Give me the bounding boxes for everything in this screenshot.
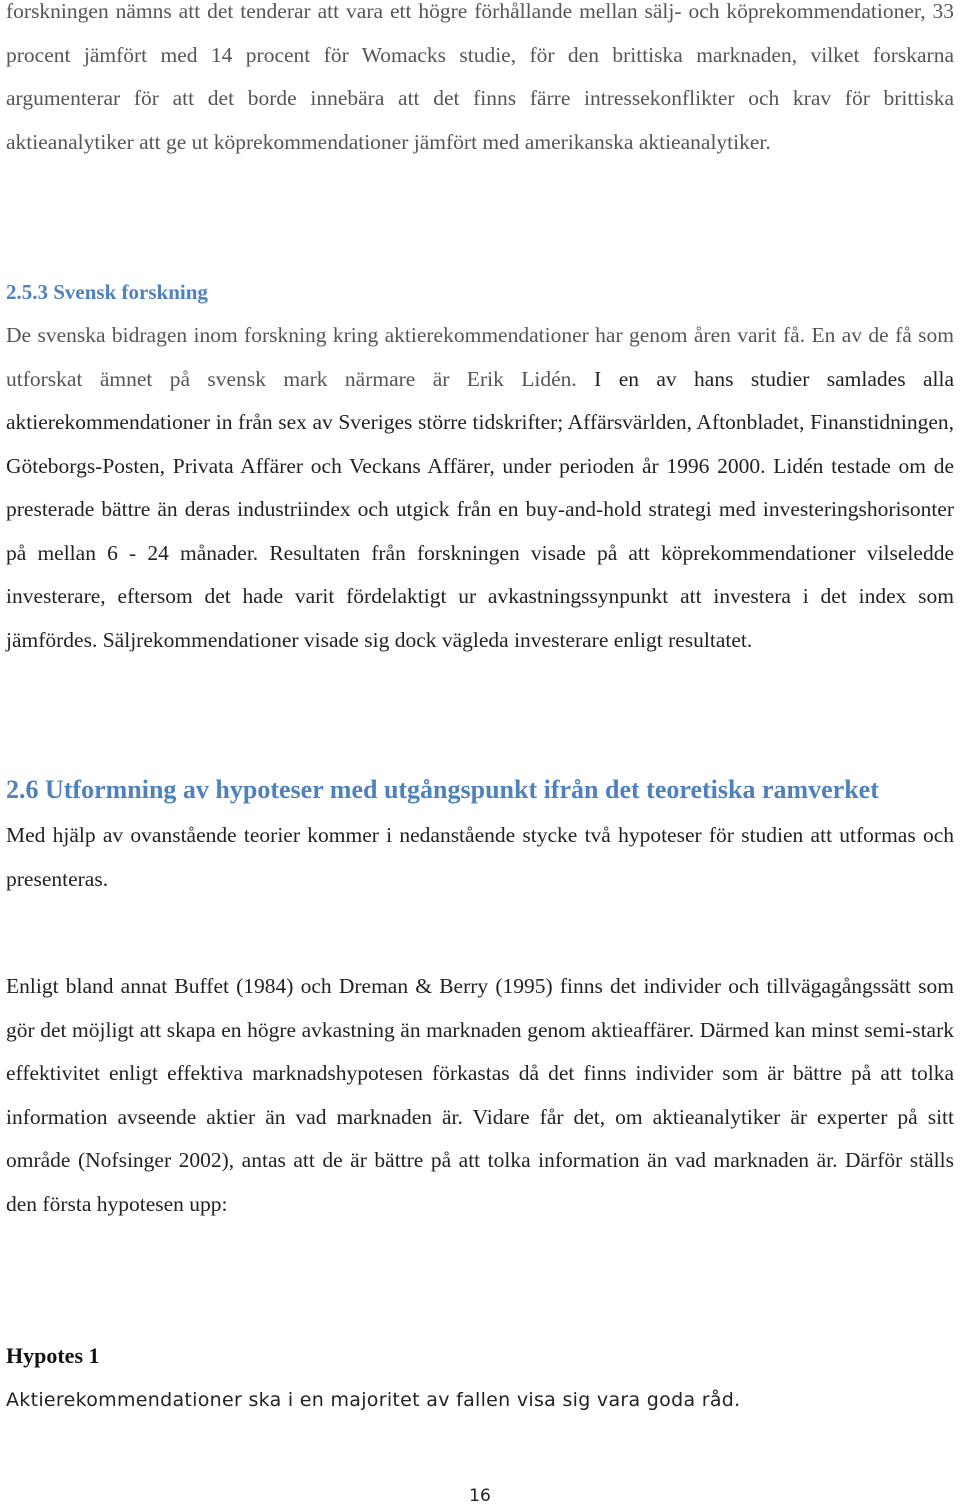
page-number: 16 — [469, 1486, 491, 1506]
paragraph-hypotheses-body: Enligt bland annat Buffet (1984) och Dreman & Berry (1995) finns det individer och tillvägagångssätt som gör det möjligt att skapa en högre avkastning än marknaden genom aktieaffärer. Därmed kan minst semi-stark effektivitet enligt effektiva marknadshypotesen förkastas då det finns individer som är bättre på att tolka information avseende aktier än vad marknaden är. Vidare får det, om aktieanalytiker är experter på sitt område (Nofsinger 2002), antas att de är bättre på att tolka information än vad marknaden är. Därför ställs den första hypotesen upp: — [6, 974, 954, 1216]
section-heading-2-6: 2.6 Utformning av hypoteser med utgångspunkt ifrån det teoretiska ramverket — [6, 775, 879, 804]
section-heading-2-5-3: 2.5.3 Svensk forskning — [6, 280, 208, 304]
hypothesis-1-title: Hypotes 1 — [6, 1343, 100, 1368]
paragraph-intro: forskningen nämns att det tenderar att vara ett högre förhållande mellan sälj- och köprekommendationer, 33 procent jämfört med 14 procent för Womacks studie, för den brittiska marknaden, vilket forskarna argumenterar för att det borde innebära att det finns färre intressekonflikter och krav för brittiska aktieanalytiker att ge ut köprekommendationer jämfört med amerikanska aktieanalytiker. — [6, 0, 954, 154]
hypothesis-1-text: Aktierekommendationer ska i en majoritet av fallen visa sig vara goda råd. — [6, 1389, 741, 1411]
paragraph-swedish-research-lead: De svenska bidragen inom forskning kring aktierekommendationer har genom åren varit få. En av de få som utforskat ämnet på svensk mark närmare är Erik Lidén. — [6, 323, 954, 391]
paragraph-hypotheses-intro: Med hjälp av ovanstående teorier kommer i nedanstående stycke två hypoteser för studien att utformas och presenteras. — [6, 823, 954, 891]
paragraph-swedish-research — [6, 314, 954, 662]
paragraph-swedish-research-body: I en av hans studier samlades alla aktierekommendationer in från sex av Sveriges större tidskrifter; Affärsvärlden, Aftonbladet, Finanstidningen, Göteborgs-Posten, Privata Affärer och Veckans Affärer, under perioden år 1996 2000. Lidén testade om de presterade bättre än deras industriindex och utgick från en buy-and-hold strategi med investeringshorisonter på mellan 6 - 24 månader. Resultaten från forskningen visade på att köprekommendationer vilseledde investerare, eftersom det hade varit fördelaktigt ur avkastningssynpunkt att investera i det index som jämfördes. Säljrekommendationer visade sig dock vägleda investerare enligt resultatet. — [6, 366, 954, 652]
